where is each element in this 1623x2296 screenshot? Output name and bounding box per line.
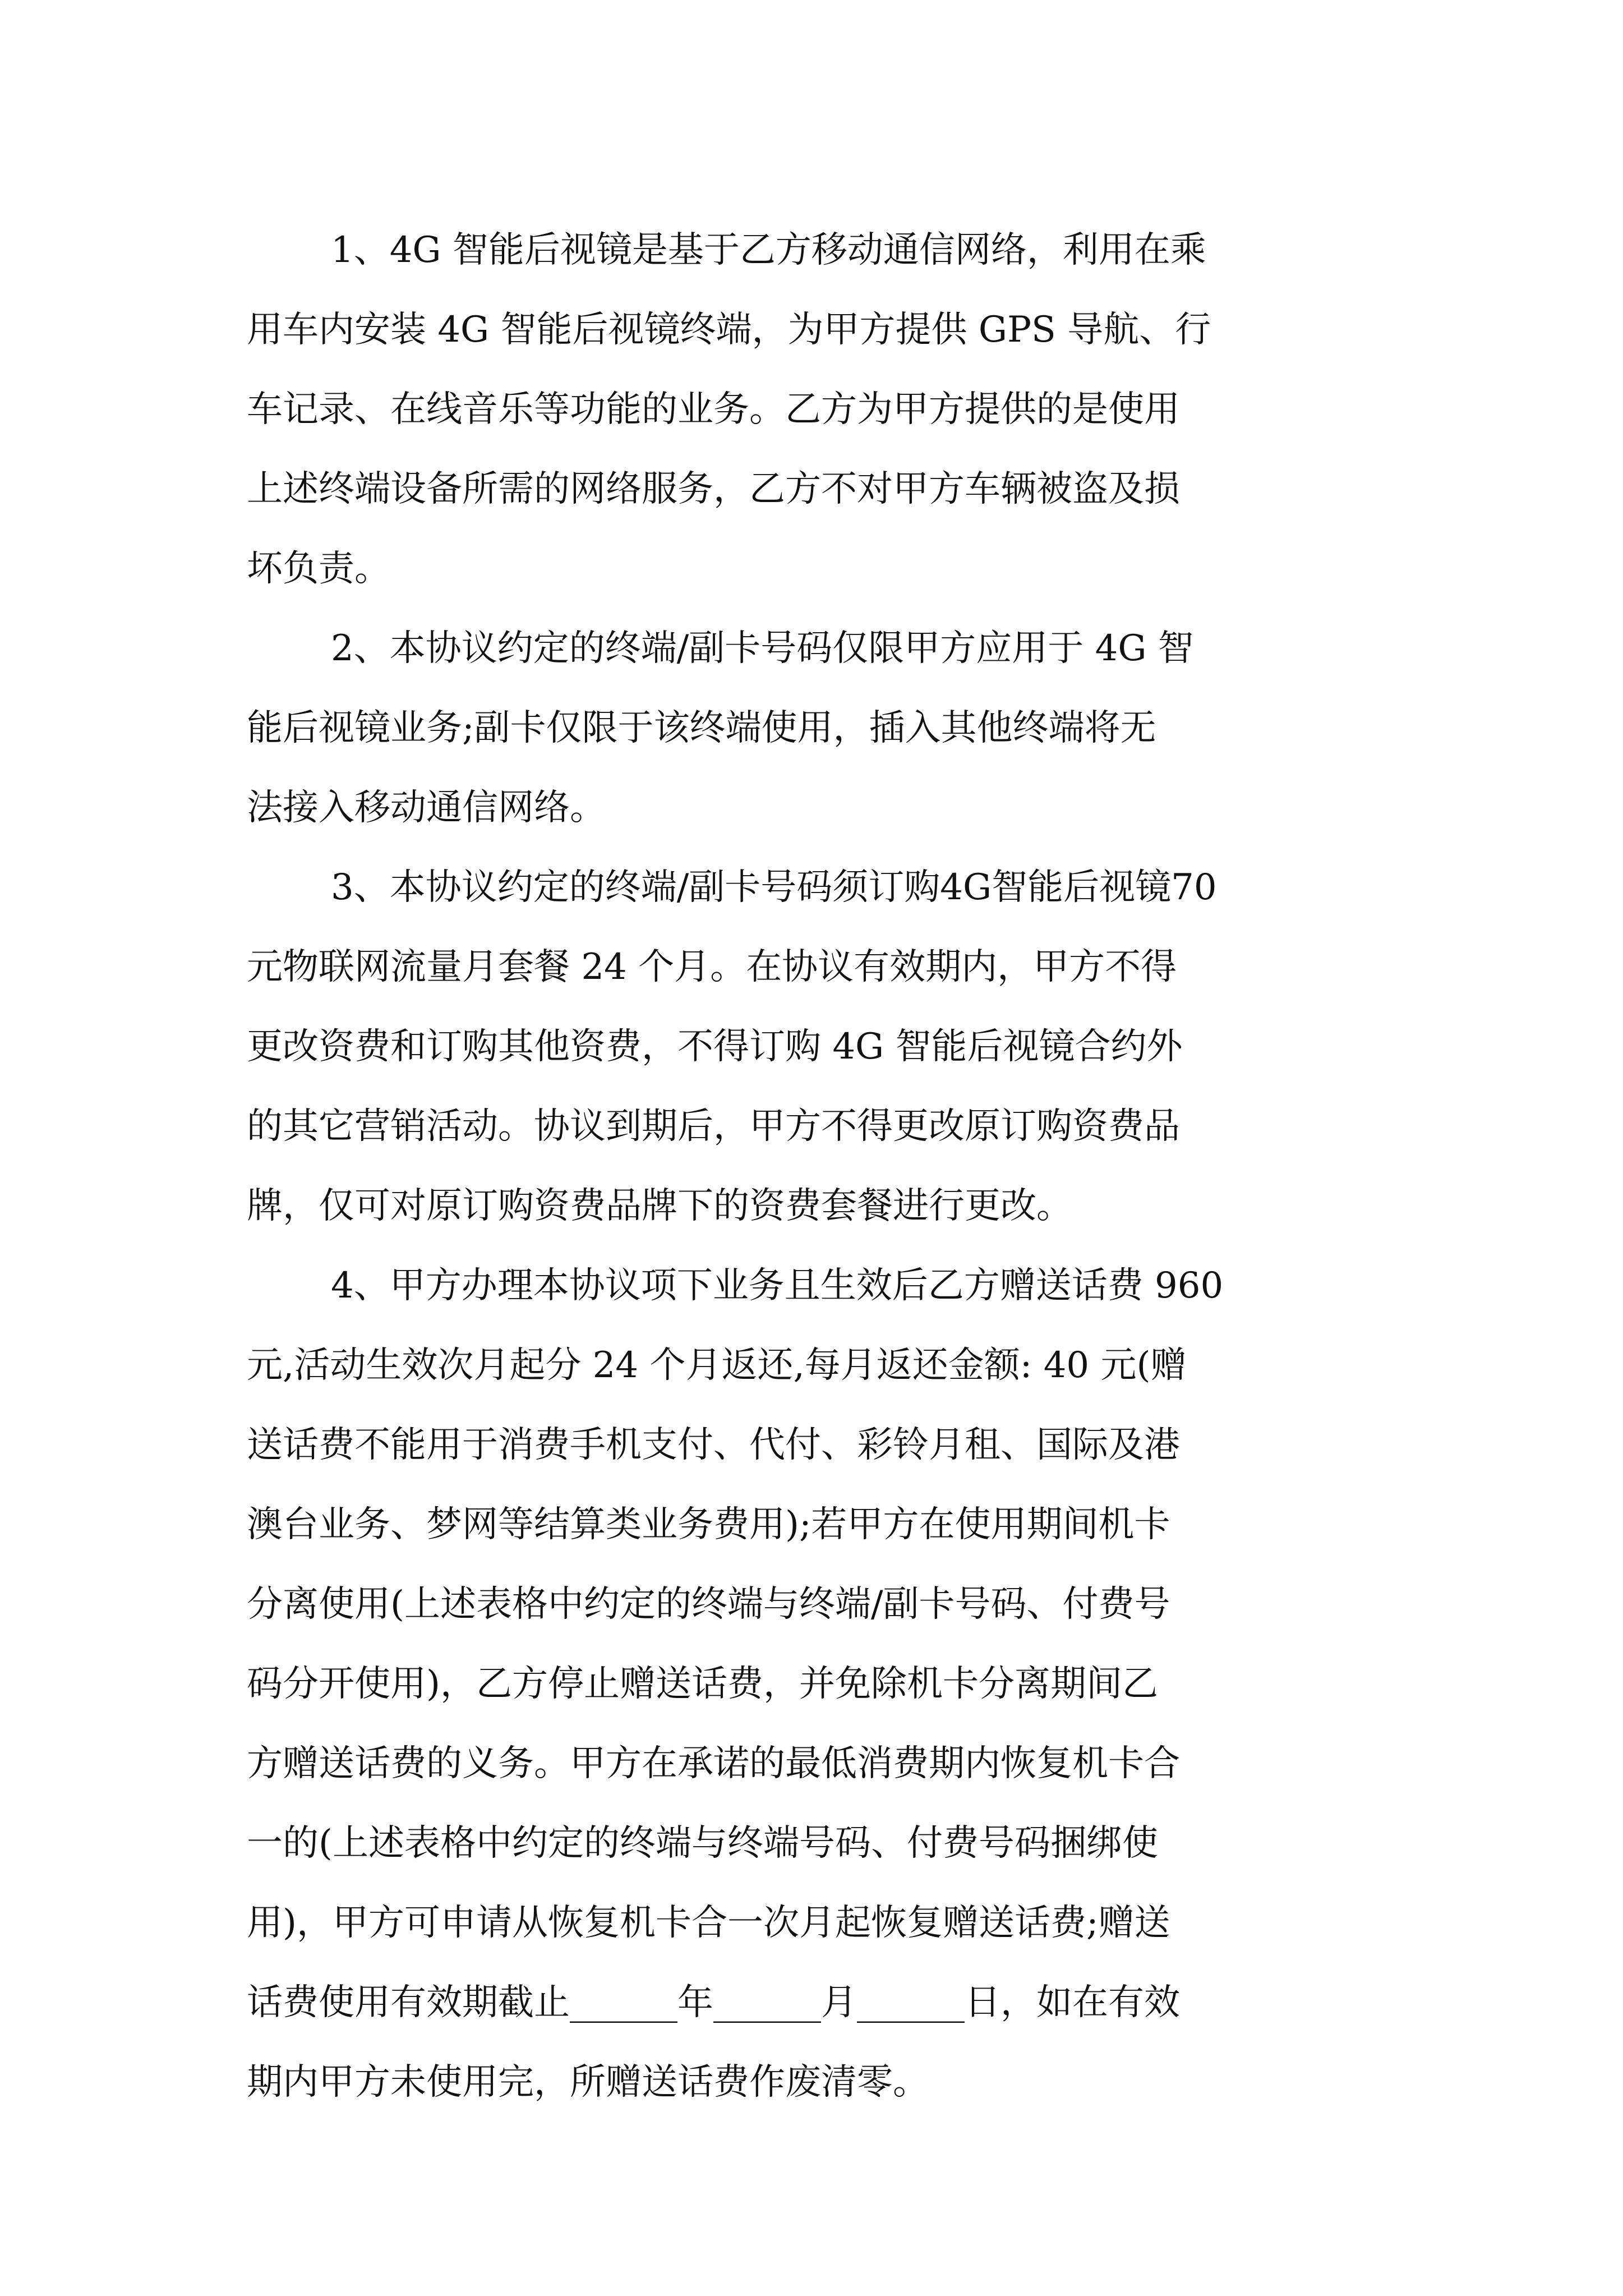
text-line: 码分开使用)，乙方停止赠送话费，并免除机卡分离期间乙 <box>247 1663 1158 1705</box>
text-line: 2、本协议约定的终端/副卡号码仅限甲方应用于 4G 智 <box>331 628 1194 669</box>
text-line: 的其它营销活动。协议到期后，甲方不得更改原订购资费品 <box>247 1106 1180 1147</box>
text-line: 4、甲方办理本协议项下业务且生效后乙方赠送话费 960 <box>331 1265 1224 1306</box>
clause-1-paragraph <box>247 210 1391 609</box>
text-line: 分离使用(上述表格中约定的终端与终端/副卡号码、付费号 <box>247 1584 1170 1625</box>
text-line: 元,活动生效次月起分 24 个月返还,每月返还金额: 40 元(赠 <box>247 1345 1187 1386</box>
text-line: 更改资费和订购其他资费，不得订购 4G 智能后视镜合约外 <box>247 1026 1183 1068</box>
text-line: 用车内安装 4G 智能后视镜终端，为甲方提供 GPS 导航、行 <box>247 309 1211 351</box>
text-line: 法接入移动通信网络。 <box>247 787 606 829</box>
text-line: 一的(上述表格中约定的终端与终端号码、付费号码捆绑使 <box>247 1823 1158 1864</box>
text-line: 话费使用有效期截止______年______月______日，如在有效 <box>247 1982 1180 2023</box>
text-line: 3、本协议约定的终端/副卡号码须订购4G智能后视镜70 <box>331 867 1217 908</box>
text-line: 上述终端设备所需的网络服务，乙方不对甲方车辆被盗及损 <box>247 468 1180 510</box>
clause-2-paragraph <box>247 609 1391 848</box>
text-line: 能后视镜业务;副卡仅限于该终端使用，插入其他终端将无 <box>247 707 1156 749</box>
text-line: 元物联网流量月套餐 24 个月。在协议有效期内，甲方不得 <box>247 946 1177 988</box>
text-line: 1、4G 智能后视镜是基于乙方移动通信网络，利用在乘 <box>331 229 1206 271</box>
text-line: 期内甲方未使用完，所赠送话费作废清零。 <box>247 2062 929 2103</box>
text-line: 送话费不能用于消费手机支付、代付、彩铃月租、国际及港 <box>247 1424 1180 1466</box>
agreement-body <box>247 210 1391 2122</box>
text-line: 澳台业务、梦网等结算类业务费用);若甲方在使用期间机卡 <box>247 1504 1170 1545</box>
text-line: 方赠送话费的义务。甲方在承诺的最低消费期内恢复机卡合 <box>247 1743 1180 1784</box>
text-line: 车记录、在线音乐等功能的业务。乙方为甲方提供的是使用 <box>247 389 1180 430</box>
text-line: 牌，仅可对原订购资费品牌下的资费套餐进行更改。 <box>247 1185 1072 1227</box>
clause-3-paragraph <box>247 848 1391 1246</box>
text-line: 坏负责。 <box>247 548 390 590</box>
text-line: 用)，甲方可申请从恢复机卡合一次月起恢复赠送话费;赠送 <box>247 1902 1170 1944</box>
clause-4-paragraph <box>247 1246 1391 2122</box>
